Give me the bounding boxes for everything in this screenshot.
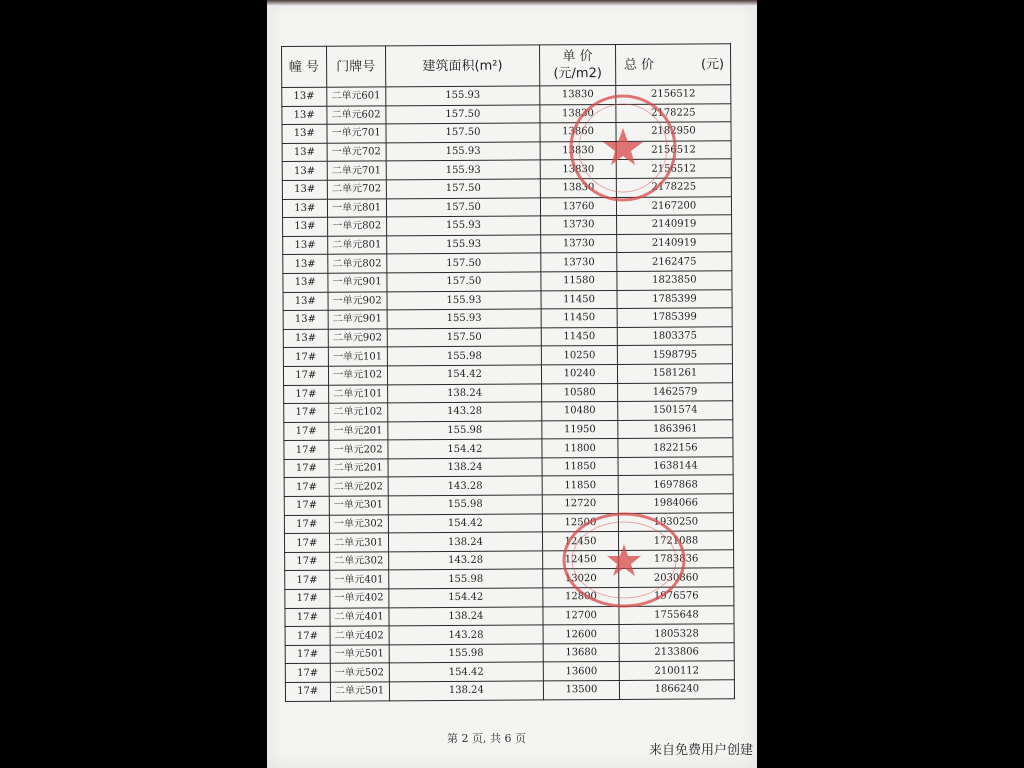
cell-total: 1598795: [617, 345, 732, 364]
cell-unit: 二单元501: [330, 682, 389, 701]
cell-unit-price: 13830: [540, 104, 616, 123]
table-row: [284, 401, 733, 422]
table-row: [282, 159, 731, 180]
cell-building: 13#: [282, 106, 327, 125]
cell-building: 17#: [284, 440, 329, 459]
cell-area: 154.42: [387, 365, 542, 385]
cell-building: 13#: [282, 162, 327, 181]
cell-area: 138.24: [387, 383, 542, 403]
cell-area: 154.42: [388, 439, 543, 459]
cell-unit-price: 12450: [543, 550, 619, 569]
cell-unit: 一单元401: [329, 570, 388, 589]
cell-unit: 一单元702: [327, 143, 386, 162]
header-unit: 门牌号: [326, 46, 385, 87]
table-row: [284, 494, 733, 515]
cell-unit-price: 10240: [542, 364, 618, 383]
cell-total: 1501574: [618, 401, 733, 420]
cell-unit-price: 13860: [540, 123, 616, 142]
cell-building: 13#: [282, 124, 327, 143]
cell-total: 1822156: [618, 438, 733, 457]
cell-unit: 二单元801: [327, 236, 386, 255]
cell-unit-price: 13830: [540, 160, 616, 179]
table-row: [282, 141, 731, 162]
cell-building: 13#: [283, 217, 328, 236]
cell-area: 154.42: [388, 588, 543, 608]
table-row: [283, 252, 732, 273]
cell-total: 1805328: [619, 624, 734, 643]
cell-unit: 二单元902: [328, 329, 387, 348]
cell-area: 143.28: [389, 625, 544, 645]
cell-unit: 一单元701: [327, 124, 386, 143]
cell-unit-price: 11850: [542, 457, 618, 476]
cell-unit-price: 10580: [542, 383, 618, 402]
page-indicator: 第 2 页, 共 6 页: [447, 732, 526, 745]
table-row: [285, 550, 734, 571]
cell-building: 17#: [284, 403, 329, 422]
header-unit-price-line2: (元/m2): [553, 66, 602, 82]
cell-unit-price: 12450: [543, 532, 619, 551]
cell-area: 143.28: [388, 476, 543, 496]
cell-unit: 二单元401: [330, 607, 389, 626]
table-row: [284, 419, 733, 440]
cell-total: 1976576: [619, 587, 734, 606]
table-row: [283, 345, 732, 366]
cell-building: 17#: [285, 571, 330, 590]
cell-unit-price: 11800: [542, 439, 618, 458]
header-unit-price-line1: 单 价: [562, 49, 593, 65]
cell-total: 1823850: [617, 271, 732, 290]
cell-unit-price: 12700: [543, 606, 619, 625]
cell-unit: 二单元102: [328, 403, 387, 422]
cell-building: 13#: [282, 180, 327, 199]
cell-area: 155.93: [387, 290, 542, 310]
cell-unit-price: 13760: [541, 197, 617, 216]
table-row: [283, 234, 732, 255]
cell-area: 138.24: [388, 458, 543, 478]
table-row: [283, 215, 732, 236]
cell-building: 13#: [282, 87, 327, 106]
cell-unit: 二单元802: [327, 254, 386, 273]
table-row: [285, 605, 734, 626]
table-row: [283, 364, 732, 385]
cell-area: 155.93: [387, 309, 542, 329]
cell-area: 154.42: [388, 514, 543, 534]
table-row: [283, 271, 732, 292]
cell-building: 17#: [284, 515, 329, 534]
document-page: [267, 0, 757, 768]
cell-unit-price: 11850: [542, 476, 618, 495]
cell-unit: 一单元502: [330, 663, 389, 682]
cell-unit: 二单元701: [327, 161, 386, 180]
cell-area: 138.24: [389, 681, 544, 701]
cell-unit: 一单元402: [329, 589, 388, 608]
table-row: [284, 475, 733, 496]
cell-unit-price: 10480: [542, 402, 618, 421]
table-row: [284, 457, 733, 478]
cell-total: 2182950: [616, 122, 731, 141]
cell-total: 2178225: [616, 178, 731, 197]
cell-building: 17#: [284, 422, 329, 441]
table-row: [283, 308, 732, 329]
cell-area: 138.24: [389, 607, 544, 627]
cell-total: 2156512: [616, 85, 731, 104]
table-row: [282, 103, 731, 124]
cell-total: 1638144: [618, 457, 733, 476]
cell-total: 1581261: [617, 364, 732, 383]
table-row: [283, 326, 732, 347]
cell-building: 17#: [285, 645, 330, 664]
cell-total: 2030860: [619, 568, 734, 587]
cell-area: 155.98: [388, 569, 543, 589]
cell-area: 155.93: [386, 160, 541, 180]
cell-unit: 二单元402: [330, 626, 389, 645]
cell-unit: 一单元302: [329, 515, 388, 534]
cell-unit: 一单元301: [329, 496, 388, 515]
cell-building: 13#: [282, 143, 327, 162]
header-area: 建筑面积(m²): [385, 45, 540, 87]
cell-area: 155.98: [389, 644, 544, 664]
table-row: [285, 661, 734, 682]
cell-building: 17#: [285, 608, 330, 627]
cell-unit: 二单元702: [327, 180, 386, 199]
cell-area: 157.50: [386, 123, 541, 143]
cell-building: 17#: [285, 626, 330, 645]
cell-unit-price: 11450: [541, 290, 617, 309]
cell-building: 13#: [283, 236, 328, 255]
table-row: [285, 568, 734, 589]
table-row: [285, 587, 734, 608]
watermark-text: 来自免费用户创建: [649, 743, 754, 758]
cell-total: 2167200: [616, 196, 731, 215]
cell-area: 155.98: [387, 346, 542, 366]
cell-building: 17#: [284, 533, 329, 552]
cell-unit-price: 10250: [542, 346, 618, 365]
cell-unit-price: 13830: [540, 141, 616, 160]
cell-unit: 二单元201: [329, 459, 388, 478]
cell-unit-price: 11450: [541, 309, 617, 328]
cell-unit: 二单元202: [329, 477, 388, 496]
cell-building: 17#: [283, 366, 328, 385]
cell-total: 2140919: [617, 234, 732, 253]
cell-total: 1984066: [618, 494, 733, 513]
cell-unit-price: 13730: [541, 234, 617, 253]
cell-unit: 一单元902: [328, 291, 387, 310]
cell-building: 17#: [284, 496, 329, 515]
cell-building: 17#: [283, 348, 328, 367]
cell-building: 13#: [283, 329, 328, 348]
cell-unit-price: 11580: [541, 271, 617, 290]
table-row: [282, 122, 731, 143]
cell-total: 2178225: [616, 103, 731, 122]
cell-area: 143.28: [388, 551, 543, 571]
cell-total: 1863961: [618, 419, 733, 438]
table-row: [282, 196, 731, 217]
cell-building: 17#: [285, 589, 330, 608]
cell-unit: 二单元101: [328, 384, 387, 403]
header-total-unit: (元): [700, 56, 725, 72]
cell-area: 155.98: [388, 495, 543, 515]
table-row: [284, 531, 733, 552]
cell-total: 1930250: [618, 512, 733, 531]
cell-building: 17#: [284, 459, 329, 478]
cell-unit-price: 13600: [543, 662, 619, 681]
header-total-label: 总 价: [623, 57, 655, 73]
table-row: [284, 512, 733, 533]
header-total: [615, 44, 730, 86]
cell-unit: 一单元202: [328, 440, 387, 459]
table-row: [284, 382, 733, 403]
table-row: [285, 643, 734, 664]
cell-building: 13#: [282, 199, 327, 218]
cell-total: 1721088: [618, 531, 733, 550]
cell-building: 17#: [284, 478, 329, 497]
cell-unit-price: 12720: [542, 495, 618, 514]
cell-unit-price: 13020: [543, 569, 619, 588]
cell-unit: 二单元301: [329, 533, 388, 552]
cell-building: 13#: [283, 255, 328, 274]
cell-area: 154.42: [389, 662, 544, 682]
cell-unit-price: 13830: [540, 85, 616, 104]
cell-total: 1785399: [617, 289, 732, 308]
cell-unit-price: 13730: [541, 253, 617, 272]
table-row: [285, 680, 734, 701]
cell-building: 13#: [283, 273, 328, 292]
table-row: [283, 289, 732, 310]
table-row: [284, 438, 733, 459]
cell-total: 1783836: [618, 550, 733, 569]
cell-area: 157.50: [387, 328, 542, 348]
cell-area: 155.93: [385, 86, 540, 106]
cell-total: 2162475: [617, 252, 732, 271]
cell-unit: 一单元201: [328, 422, 387, 441]
cell-total: 1803375: [617, 326, 732, 345]
cell-building: 13#: [283, 292, 328, 311]
header-building: 幢 号: [282, 46, 327, 87]
cell-area: 138.24: [388, 532, 543, 552]
cell-building: 17#: [285, 664, 330, 683]
cell-area: 155.93: [386, 235, 541, 255]
cell-total: 1785399: [617, 308, 732, 327]
cell-total: 2100112: [619, 661, 734, 680]
cell-building: 17#: [285, 682, 330, 701]
cell-total: 1755648: [619, 605, 734, 624]
cell-unit-price: 13730: [541, 216, 617, 235]
cell-total: 2156512: [616, 159, 731, 178]
cell-building: 17#: [284, 385, 329, 404]
cell-unit: 一单元101: [328, 347, 387, 366]
cell-building: 17#: [285, 552, 330, 571]
cell-unit: 二单元901: [328, 310, 387, 329]
cell-total: 2156512: [616, 141, 731, 160]
cell-unit: 一单元901: [327, 273, 386, 292]
cell-unit: 一单元802: [327, 217, 386, 236]
cell-area: 155.93: [386, 142, 541, 162]
table-row: [282, 85, 731, 106]
cell-unit: 二单元601: [326, 87, 385, 106]
table-row: [282, 178, 731, 199]
cell-total: 1866240: [619, 680, 734, 699]
cell-area: 155.98: [387, 421, 542, 441]
page-top-edge: [267, 0, 757, 6]
cell-unit-price: 12500: [543, 513, 619, 532]
cell-total: 1697868: [618, 475, 733, 494]
cell-area: 157.50: [387, 272, 542, 292]
cell-unit-price: 13500: [544, 680, 620, 699]
cell-area: 155.93: [386, 216, 541, 236]
table-header: [282, 44, 731, 88]
cell-unit: 二单元602: [326, 105, 385, 124]
price-table: [281, 43, 735, 701]
table-body: [282, 85, 735, 701]
cell-unit-price: 12800: [543, 587, 619, 606]
cell-area: 143.28: [387, 402, 542, 422]
table-row: [285, 624, 734, 645]
cell-area: 157.50: [386, 253, 541, 273]
cell-unit: 一单元102: [328, 366, 387, 385]
cell-total: 2133806: [619, 643, 734, 662]
cell-total: 1462579: [617, 382, 732, 401]
cell-unit: 一单元501: [330, 645, 389, 664]
cell-unit: 二单元302: [329, 552, 388, 571]
cell-unit-price: 13680: [543, 643, 619, 662]
header-unit-price: [540, 44, 616, 85]
cell-unit-price: 13830: [540, 178, 616, 197]
cell-area: 157.50: [386, 105, 541, 125]
cell-unit: 一单元801: [327, 198, 386, 217]
cell-area: 157.50: [386, 179, 541, 199]
cell-unit-price: 12600: [543, 625, 619, 644]
cell-unit-price: 11950: [542, 420, 618, 439]
cell-unit-price: 11450: [541, 327, 617, 346]
cell-area: 157.50: [386, 197, 541, 217]
cell-total: 2140919: [616, 215, 731, 234]
cell-building: 13#: [283, 310, 328, 329]
